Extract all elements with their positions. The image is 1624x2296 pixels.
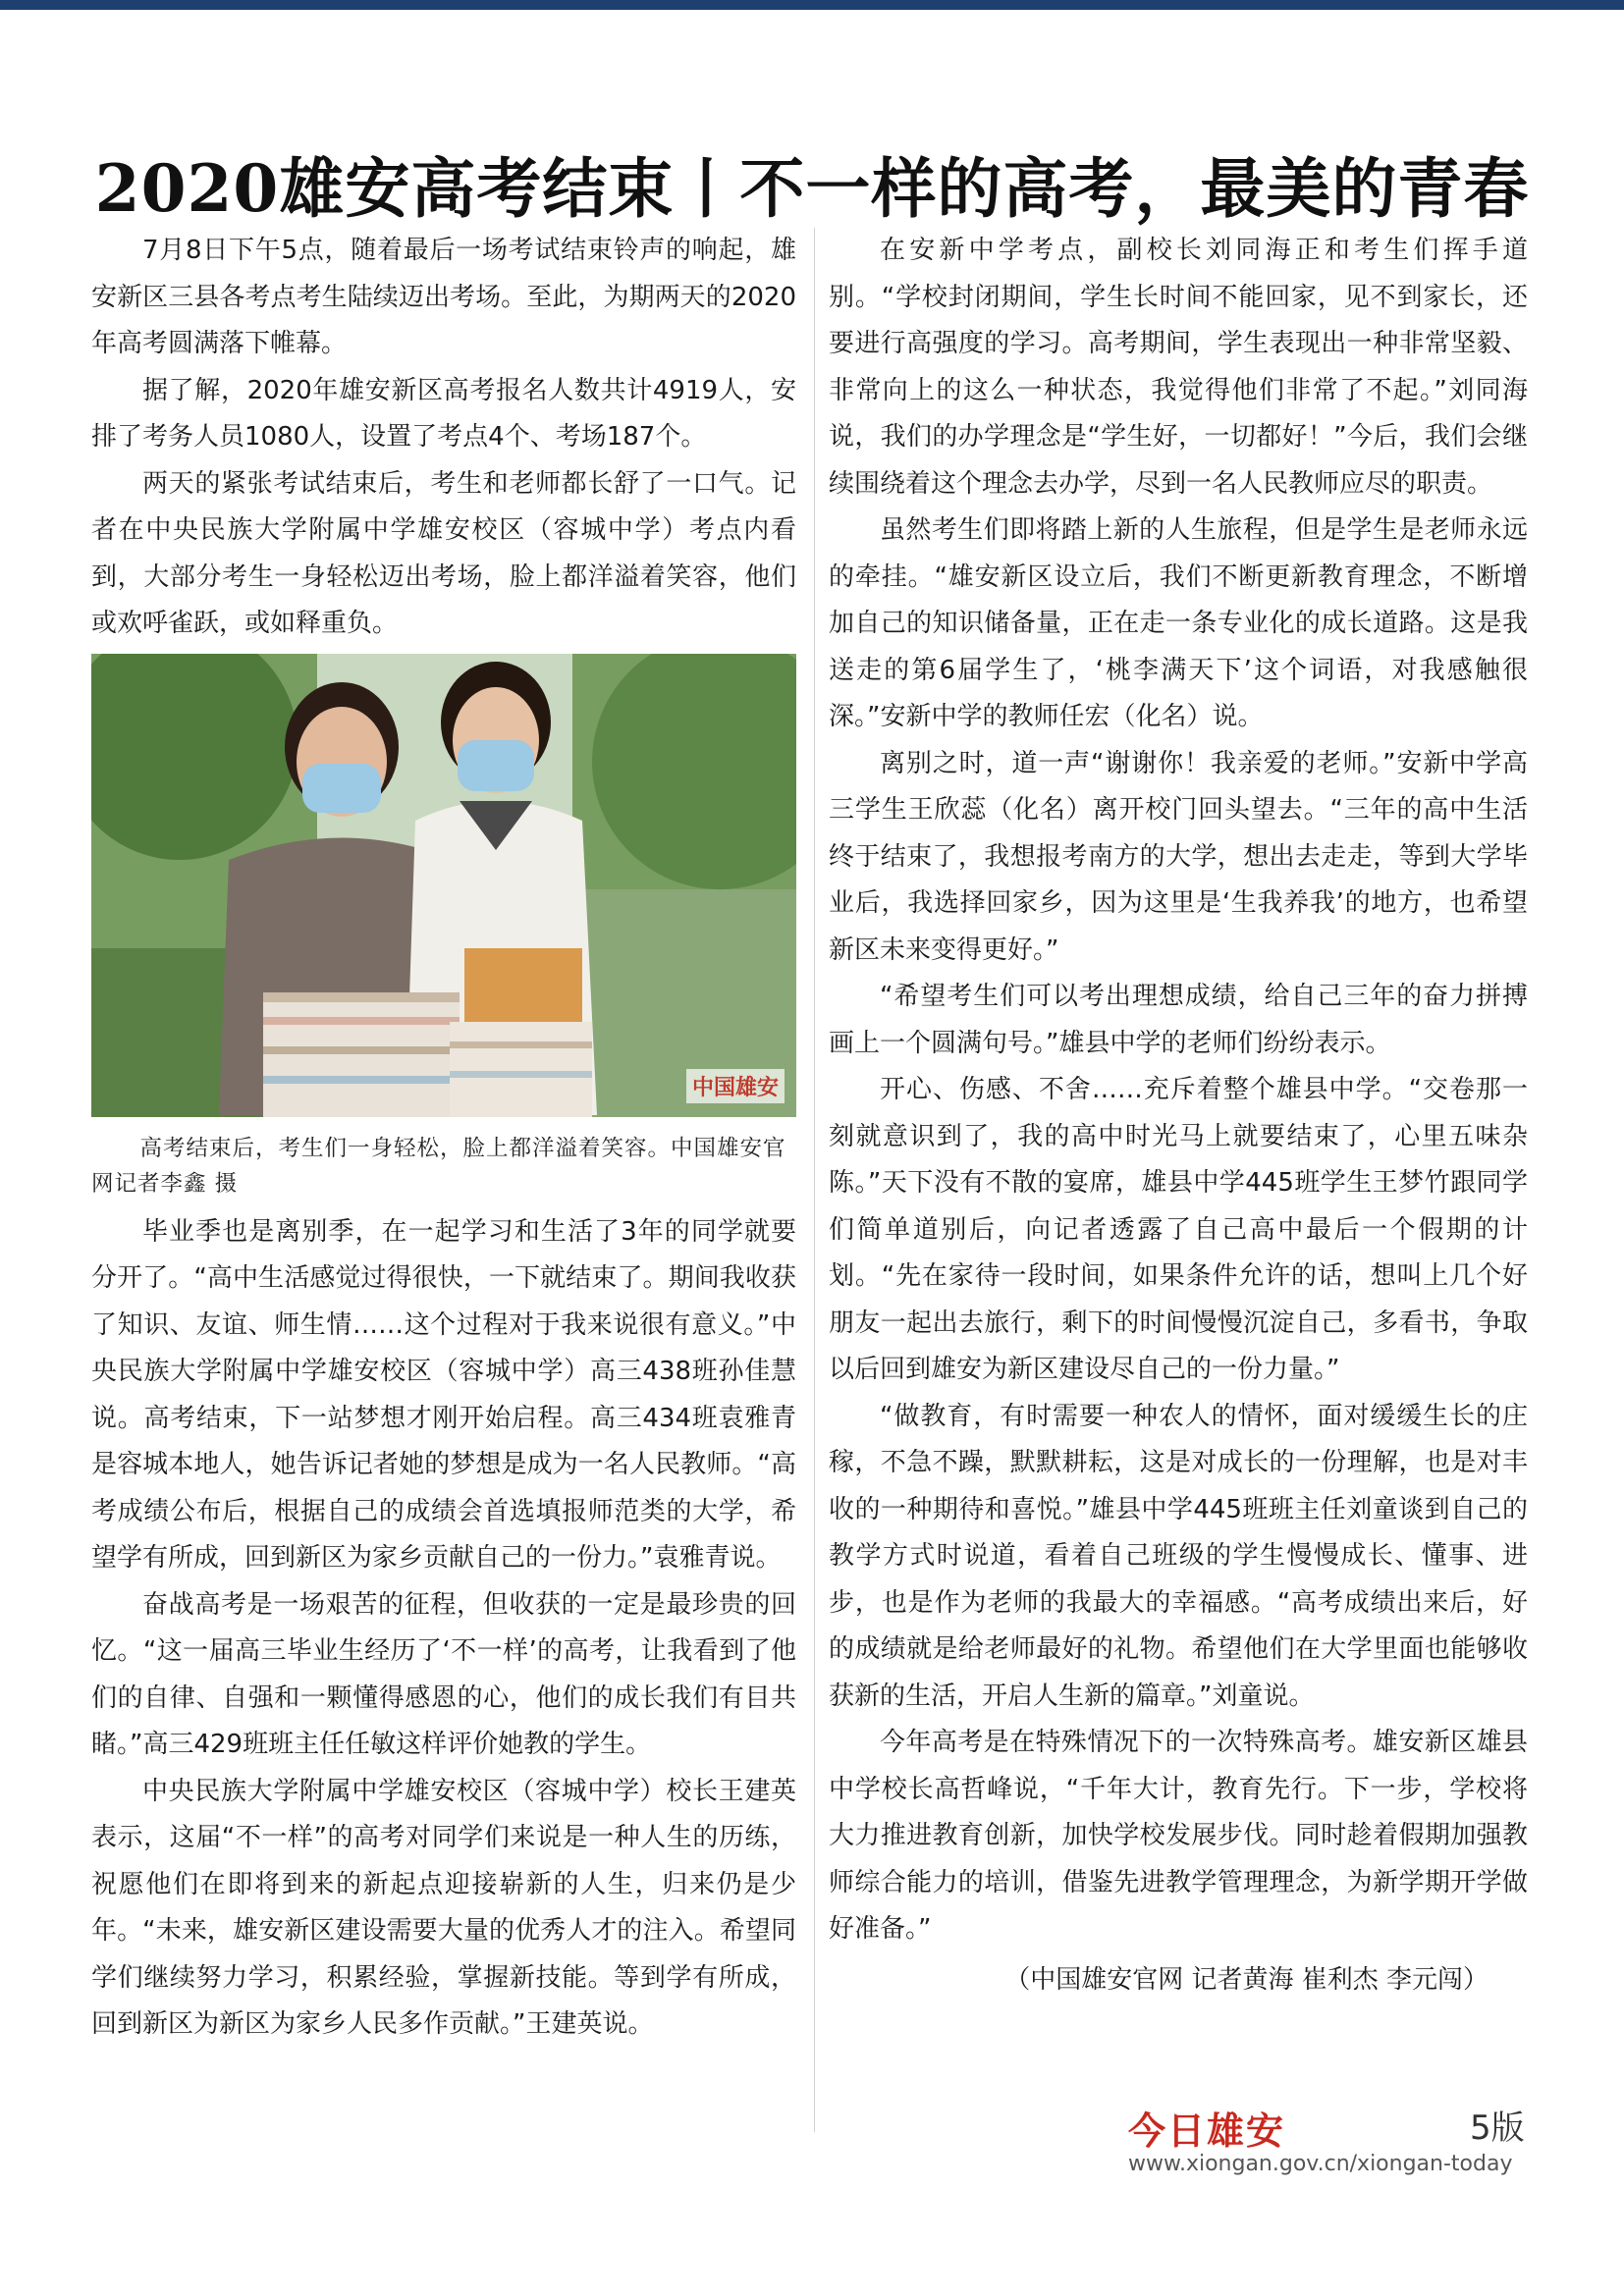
paragraph: 两天的紧张考试结束后，考生和老师都长舒了一口气。记者在中央民族大学附属中学雄安校区（容城中学）考点内看到，大部分考生一身轻松迈出考场，脸上都洋溢着笑容，他们或欢呼雀跃，或如释重负。 — [91, 468, 796, 638]
paragraph: “做教育，有时需要一种农人的情怀，面对缓缓生长的庄稼，不急不躁，默默耕耘，这是对成长的一份理解，也是对丰收的一种期待和喜悦。”雄县中学445班班主任刘童谈到自己的教学方式时说道，看着自己班级的学生慢慢成长、懂事、进步，也是作为老师的我最大的幸福感。“高考成绩出来后，好的成绩就是给老师最好的礼物。希望他们在大学里面也能够收获新的生活，开启人生新的篇章。”刘童说。 — [829, 1401, 1528, 1711]
paragraph: 虽然考生们即将踏上新的人生旅程，但是学生是老师永远的牵挂。“雄安新区设立后，我们不断更新教育理念，不断增加自己的知识储备量，正在走一条专业化的成长道路。这是我送走的第6届学生了，‘桃李满天下’这个词语，对我感触很深。”安新中学的教师任宏（化名）说。 — [829, 515, 1528, 731]
paragraph: 今年高考是在特殊情况下的一次特殊高考。雄安新区雄县中学校长高哲峰说，“千年大计，教育先行。下一步，学校将大力推进教育创新，加快学校发展步伐。同时趁着假期加强教师综合能力的培训，借鉴先进教学管理理念，为新学期开学做好准备。” — [829, 1728, 1528, 1944]
left-column — [91, 228, 796, 2049]
paragraph: 毕业季也是离别季，在一起学习和生活了3年的同学就要分开了。“高中生活感觉过得很快，一下就结束了。期间我收获了知识、友谊、师生情……这个过程对于我来说很有意义。”中央民族大学附属中学雄安校区（容城中学）高三438班孙佳慧说。高考结束，下一站梦想才刚开始启程。高三434班袁雅青是容城本地人，她告诉记者她的梦想是成为一名人民教师。“高考成绩公布后，根据自己的成绩会首选填报师范类的大学，希望学有所成，回到新区为家乡贡献自己的一份力。”袁雅青说。 — [91, 1216, 796, 1573]
publication-logo: 今日雄安 — [1128, 2109, 1286, 2153]
website-url[interactable]: www.xiongan.gov.cn/xiongan-today — [1128, 2152, 1513, 2176]
article-title: 2020雄安高考结束丨不一样的高考，最美的青春 — [94, 150, 1530, 228]
right-column — [829, 228, 1528, 2003]
paragraph: 7月8日下午5点，随着最后一场考试结束铃声的响起，雄安新区三县各考点考生陆续迈出考场。至此，为期两天的2020年高考圆满落下帷幕。 — [91, 236, 796, 358]
paragraph: 中央民族大学附属中学雄安校区（容城中学）校长王建英表示，这届“不一样”的高考对同学们来说是一种人生的历练，祝愿他们在即将到来的新起点迎接崭新的人生，归来仍是少年。“未来，雄安新区建设需要大量的优秀人才的注入。希望同学们继续努力学习，积累经验，掌握新技能。等到学有所成，回到新区为新区为家乡人民多作贡献。”王建英说。 — [91, 1776, 796, 2039]
photo-caption: 高考结束后，考生们一身轻松，脸上都洋溢着笑容。中国雄安官网记者李鑫 摄 — [91, 1135, 786, 1197]
paragraph: 据了解，2020年雄安新区高考报名人数共计4919人，安排了考务人员1080人，设置了考点4个、考场187个。 — [91, 375, 796, 452]
paragraph: 离别之时，道一声“谢谢你！我亲爱的老师。”安新中学高三学生王欣蕊（化名）离开校门回头望去。“三年的高中生活终于结束了，我想报考南方的大学，想出去走走，等到大学毕业后，我选择回家乡，因为这里是‘生我养我’的地方，也希望新区未来变得更好。” — [829, 748, 1528, 965]
article-credit: （中国雄安官网 记者黄海 崔利杰 李元闯） — [1004, 1964, 1489, 1995]
paragraph: 在安新中学考点，副校长刘同海正和考生们挥手道别。“学校封闭期间，学生长时间不能回家，见不到家长，还要进行高强度的学习。高考期间，学生表现出一种非常坚毅、非常向上的这么一种状态，我觉得他们非常了不起。”刘同海说，我们的办学理念是“学生好，一切都好！”今后，我们会继续围绕着这个理念去办学，尽到一名人民教师应尽的职责。 — [829, 236, 1528, 499]
article-photo — [91, 654, 796, 1117]
page-number: 5版 — [1470, 2109, 1525, 2148]
paragraph: 开心、伤感、不舍……充斥着整个雄县中学。“交卷那一刻就意识到了，我的高中时光马上就要结束了，心里五味杂陈。”天下没有不散的宴席，雄县中学445班学生王梦竹跟同学们简单道别后，向记者透露了自己高中最后一个假期的计划。“先在家待一段时间，如果条件允许的话，想叫上几个好朋友一起出去旅行，剩下的时间慢慢沉淀自己，多看书，争取以后回到雄安为新区建设尽自己的一份力量。” — [829, 1075, 1528, 1384]
photo-illustration — [91, 654, 796, 1117]
column-divider — [814, 228, 815, 2132]
photo-watermark-logo: 中国雄安 — [686, 1069, 785, 1103]
top-color-bar — [0, 0, 1624, 10]
paragraph: “希望考生们可以考出理想成绩，给自己三年的奋力拼搏画上一个圆满句号。”雄县中学的老师们纷纷表示。 — [829, 982, 1528, 1058]
paragraph: 奋战高考是一场艰苦的征程，但收获的一定是最珍贵的回忆。“这一届高三毕业生经历了‘不一样’的高考，让我看到了他们的自律、自强和一颗懂得感恩的心，他们的成长我们有目共睹。”高三429班班主任任敏这样评价她教的学生。 — [91, 1589, 796, 1759]
